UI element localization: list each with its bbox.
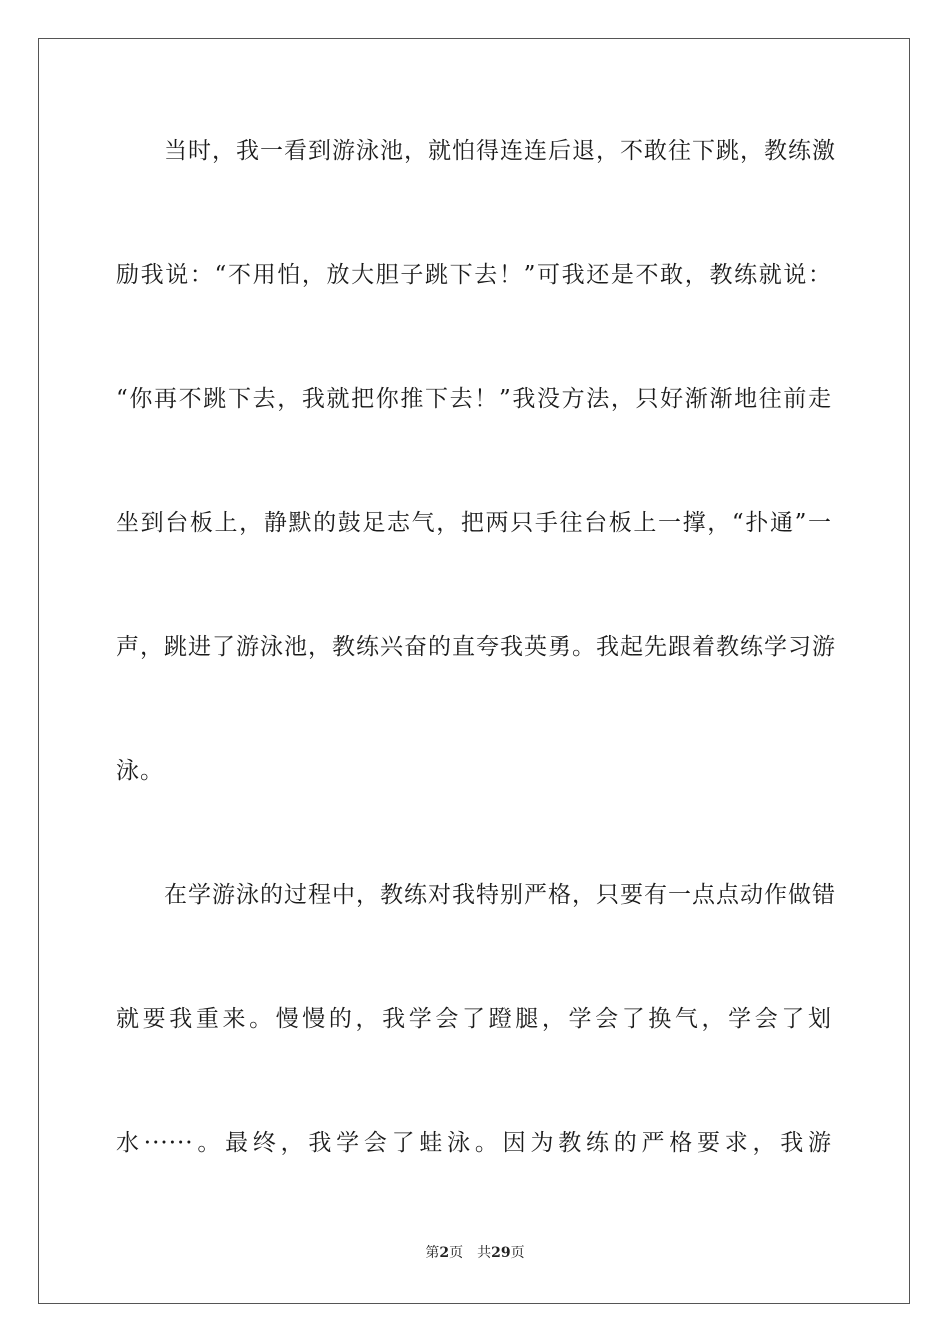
footer-total-prefix: 共 [477, 1245, 492, 1261]
text-line: “你再不跳下去，我就把你推下去！”我没方法，只好渐渐地往前走 [116, 386, 832, 412]
footer-total-suffix: 页 [510, 1245, 525, 1261]
text-line: 水······。最终，我学会了蛙泳。因为教练的严格要求，我游 [116, 1130, 832, 1156]
text-line: 在学游泳的过程中，教练对我特别严格，只要有一点点动作做错 [164, 882, 836, 908]
text-line: 泳。 [116, 758, 164, 784]
footer-page-prefix: 第 [425, 1245, 440, 1261]
page-footer [0, 1244, 950, 1262]
footer-page-current: 2 [439, 1245, 450, 1261]
text-line: 坐到台板上，静默的鼓足志气，把两只手往台板上一撑，“扑通”一 [116, 510, 832, 536]
footer-page-total: 29 [491, 1245, 511, 1261]
text-line: 声，跳进了游泳池，教练兴奋的直夸我英勇。我起先跟着教练学习游 [116, 634, 836, 660]
footer-page-suffix: 页 [449, 1245, 464, 1261]
page-border [38, 38, 910, 1304]
text-line: 就要我重来。慢慢的，我学会了蹬腿，学会了换气，学会了划 [116, 1006, 832, 1032]
text-line: 励我说：“不用怕，放大胆子跳下去！”可我还是不敢，教练就说： [116, 262, 832, 288]
text-line: 当时，我一看到游泳池，就怕得连连后退，不敢往下跳，教练激 [164, 138, 836, 164]
